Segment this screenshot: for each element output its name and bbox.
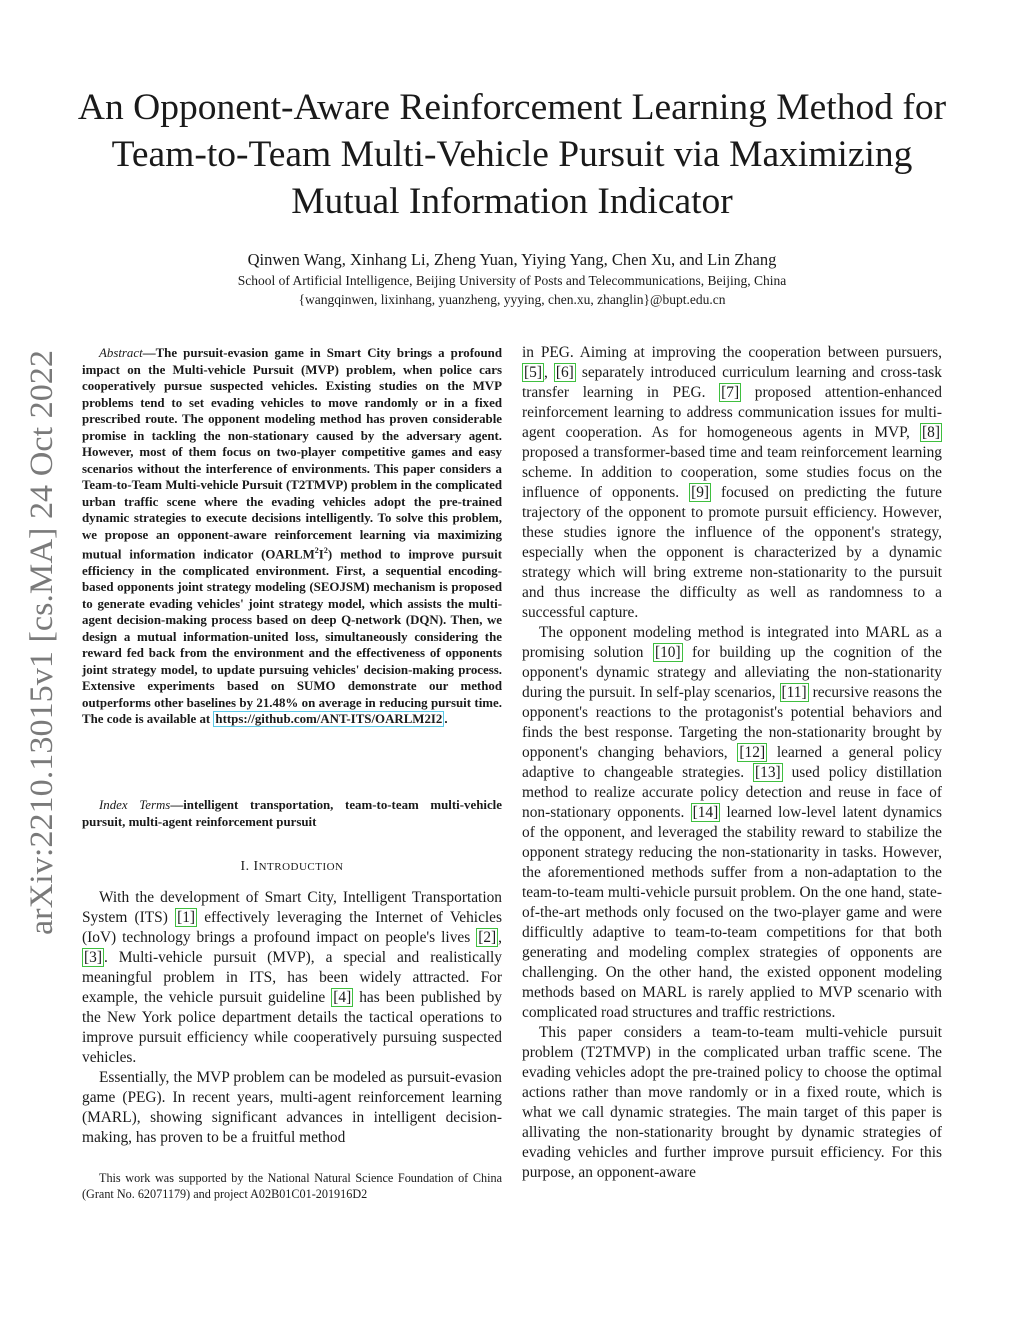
- paragraph: This paper considers a team-to-team multi-vehicle pursuit problem (T2TMVP) in the complicated urban traffic scene. The evading vehicles adopt the pre-trained policy to choose the optimal actions rather than move randomly or in a fixed route, which is what we call dynamic strategies. The main target of this paper is allivating the non-stationarity brought by dynamic strategies of evading vehicles and further improve pursuit efficiency. For this purpose, an opponent-aware: [522, 1024, 942, 1181]
- citation-link[interactable]: [5]: [524, 364, 542, 381]
- citation-link[interactable]: [10]: [654, 644, 681, 661]
- text-run: used policy distillation method to realize accurate policy detection and reuse in face of non-stationary opponents.: [522, 764, 942, 821]
- text-run: recursive reasons the opponent's reactions to the protagonist's potential behaviors and finds the best response. Targeting the non-stationarity brought by opponent's changing behaviors,: [522, 684, 943, 761]
- citation-link[interactable]: [1]: [177, 909, 196, 926]
- section-heading-introduction: [82, 858, 502, 874]
- citation-link[interactable]: [8]: [922, 424, 940, 441]
- citation-link[interactable]: [13]: [755, 764, 781, 781]
- footnote-text: This work was supported by the National Natural Science Foundation of China (Grant No. 62071179) and project A02B01C01-201916D2: [82, 1171, 502, 1201]
- paragraph: [522, 623, 942, 1023]
- index-terms-label: Index Terms: [99, 798, 171, 812]
- paper-title: An Opponent-Aware Reinforcement Learning Method for Team-to-Team Multi-Vehicle Pursuit via Maximizing Mutual Information Indicator: [77, 87, 947, 222]
- text-run: focused on predicting the future trajectory of the opponent to promote pursuit efficiency. However, these studies ignore the influence of the opponent's strategy, especially when the opponent is characterized by a dynamic strategy which will bring extreme non-stationarity to the pursuit and thus increase the difficulty as well as randomness to a successful capture.: [522, 484, 942, 621]
- paragraph: [82, 1068, 502, 1148]
- text-run: proposed a transformer-based time and team reinforcement learning scheme. In addition to cooperation, some studies focus on the influence of opponents.: [522, 444, 942, 501]
- abstract: [82, 345, 502, 728]
- affiliation: School of Artificial Intelligence, Beijing University of Posts and Telecommunications, Beijing, China: [237, 273, 787, 288]
- abstract-label: Abstract: [99, 346, 143, 360]
- author-list: Qinwen Wang, Xinhang Li, Zheng Yuan, Yiying Yang, Chen Xu, and Lin Zhang: [247, 250, 777, 269]
- citation-link[interactable]: [9]: [691, 484, 710, 501]
- text-run: learned a general policy adaptive to changeable strategies.: [522, 744, 942, 781]
- abstract-text-c: ) method to improve pursuit efficiency in the complicated environment. First, a sequential encoding-based opponents joint strategy modeling (SEOJSM) mechanism is proposed to generate evading vehicles' joint strategy model, which assists the multi-agent decision-making process based on deep Q-network (DQN). Then, we design a mutual information-united loss, simultaneously considering the reward fed back from the environment and the effectiveness of opponents joint strategy model, to update pursuing vehicles' decision-making process. Extensive experiments based on SUMO demonstrate our method outperforms other baselines by 21.48% on average in reducing pursuit time. The code is available at: [82, 547, 502, 727]
- text-run: learned low-level latent dynamics of the opponent, and leveraged the stability reward to stabilize the opponent strategy reducing the non-stationarity in tasks. However, the aforementioned methods suffer from a non-adaptation to the team-to-team multi-vehicle pursuit problem. On the one hand, state-of-the-art methods only focused on the two-player game and were difficultly adaptive to team-to-team competitions for that both generating and modeling complex strategies of opponents are challenging. On the other hand, the existed opponent modeling methods based on MARL is rarely applied to MVP scenario with complicated road structures and traffic restrictions.: [522, 804, 943, 1021]
- text-run: . Multi-vehicle pursuit (MVP), a special and realistically meaningful problem in ITS, has been widely attracted. For example, the vehicle pursuit guideline: [82, 949, 502, 1006]
- citation-link[interactable]: [6]: [555, 364, 574, 381]
- text-run: proposed attention-enhanced reinforcement learning to address communication issues for multi-agent cooperation. As for homogeneous agents in MVP,: [522, 384, 943, 441]
- code-link[interactable]: https://github.com/ANT-ITS/OARLM2I2: [215, 712, 443, 727]
- text-run: for building up the cognition of the opponent's dynamic strategy and alleviating the non-stationarity during the pursuit. In self-play scenarios,: [522, 644, 942, 701]
- arxiv-stamp: [16, 345, 62, 945]
- index-terms: [82, 797, 502, 830]
- text-run: With the development of Smart City, Intelligent Transportation System (ITS): [82, 889, 502, 926]
- citation-link[interactable]: [2]: [478, 929, 497, 946]
- text-run: ,: [543, 364, 554, 381]
- abstract-sup-1: 2: [314, 546, 319, 555]
- citation-link[interactable]: [12]: [739, 744, 766, 761]
- index-terms-text: —intelligent transportation, team-to-team multi-vehicle pursuit, multi-agent reinforcement pursuit: [82, 798, 502, 829]
- citation-link[interactable]: [14]: [692, 804, 719, 821]
- section-title-rest: NTRODUCTION: [258, 861, 344, 873]
- citation-link[interactable]: [4]: [333, 989, 352, 1006]
- citation-link[interactable]: [7]: [721, 384, 740, 401]
- author-emails: {wangqinwen, lixinhang, yuanzheng, yyying, chen.xu, zhanglin}@bupt.edu.cn: [298, 292, 726, 307]
- left-column-body: [82, 888, 502, 1148]
- text-run: separately introduced curriculum learning and cross-task transfer learning in PEG.: [522, 364, 942, 401]
- abstract-text-b: I: [318, 547, 324, 562]
- section-numeral: I. I: [240, 858, 259, 873]
- arxiv-id: arXiv:2210.13015v1 [cs.MA] 24 Oct 2022: [24, 370, 60, 935]
- text-run: effectively leveraging the Internet of Vehicles (IoV) technology brings a profound impact on people's lives: [82, 909, 502, 946]
- abstract-text-d: .: [444, 712, 448, 727]
- text-run: ,: [498, 929, 502, 946]
- text-run: has been published by the New York police department details the tactical operations to improve pursuit efficiency while cooperatively pursuing suspected vehicles.: [82, 989, 503, 1066]
- funding-footnote: [82, 1170, 502, 1202]
- citation-link[interactable]: [3]: [84, 949, 102, 966]
- text-run: in PEG. Aiming at improving the cooperation between pursuers,: [522, 344, 942, 361]
- abstract-sup-2: 2: [323, 546, 328, 555]
- text-run: Essentially, the MVP problem can be modeled as pursuit-evasion game (PEG). In recent years, multi-agent reinforcement learning (MARL), showing significant advances in intelligent decision-making, has proven to be a fruitful method: [82, 1069, 502, 1146]
- right-column-body: [522, 343, 942, 1183]
- citation-link[interactable]: [11]: [781, 684, 807, 701]
- paragraph: [82, 888, 502, 1068]
- abstract-text-a: —The pursuit-evasion game in Smart City brings a profound impact on the Multi-vehicle Pursuit (MVP) problem, when police cars cooperatively pursue suspected vehicles. Existing studies on the MVP problems tend to set evading vehicles to move randomly or in a fixed prescribed route. The opponent modeling method has proven considerable promise in tackling the non-stationary caused by the adversary agent. However, most of them focus on two-player competitive games and easy scenarios without the interference of environments. This paper considers a Team-to-Team Multi-vehicle Pursuit (T2TMVP) problem in the complicated urban traffic scene where the evading vehicles adopt the pre-trained dynamic strategies to execute decisions intelligently. To solve this problem, we propose an opponent-aware reinforcement learning via maximizing mutual information indicator (OARLM: [82, 346, 502, 562]
- paragraph: [522, 343, 942, 623]
- text-run: The opponent modeling method is integrated into MARL as a promising solution: [522, 624, 942, 661]
